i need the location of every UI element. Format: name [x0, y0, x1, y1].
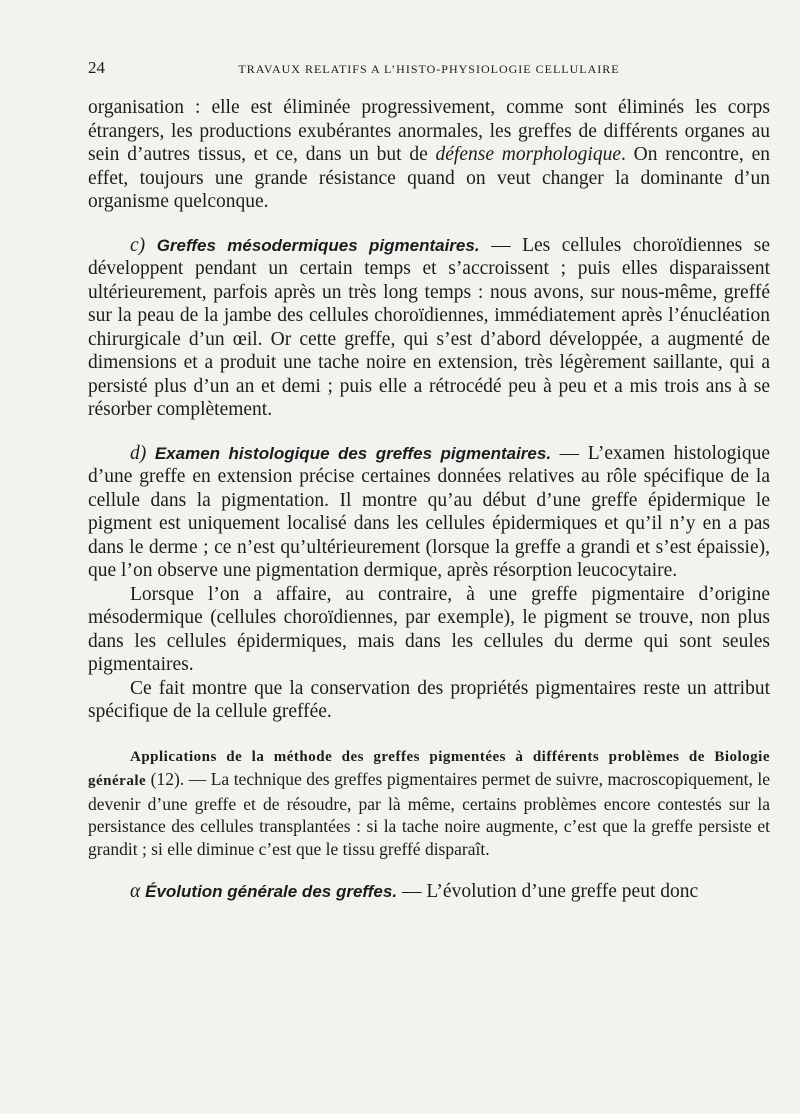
section-alpha: [88, 880, 770, 904]
section-alpha-heading: Évolution générale des greffes.: [145, 882, 398, 901]
section-c-text: — Les cellules choroïdiennes se développent pendant un certain temps et s’accroissent ; puis elles disparaissent ultérieurement, parfois après un très long temps : nous avons, sur nous-même, greffé sur la peau de la jambe des cellules choroïdiennes, immédiatement après l’énucléation chirurgicale d’un œil. Or cette greffe, qui s’est d’abord développée, a augmenté de dimensions et a produit une tache noire en extension, très légèrement saillante, qui a persisté plus d’un an et demi ; puis elle a rétrocédé peu à peu et a mis trois ans à se résorber complètement.: [88, 234, 771, 420]
intro-emphasis: défense morphologique: [435, 144, 621, 165]
section-alpha-label: α: [130, 881, 141, 902]
applications-section: [88, 744, 770, 861]
applications-text: — La technique des greffes pigmentaires permet de suivre, macroscopiquement, le devenir d’une greffe et de résoudre, par là même, certains problèmes encore contestés sur la persistance des cellules transplantées : si la tache noire augmente, c’est que la greffe persiste et grandit ; si elle diminue c’est que le tissu greffé disparaît.: [88, 769, 770, 859]
section-c-heading: Greffes mésodermiques pigmentaires.: [156, 235, 480, 255]
page-number: 24: [88, 58, 105, 77]
section-c: [88, 234, 770, 422]
section-alpha-text: — L’évolution d’une greffe peut donc: [397, 881, 699, 902]
section-d-text: — L’examen histologique d’une greffe en extension précise certaines données relatives au rôle spécifique de la cellule dans la pigmentation. Il montre qu’au début d’une greffe épidermique le pigment est uniquement localisé dans les cellules épidermiques et qu’il n’y en a pas dans le derme ; ce n’est qu’ultérieurement (lorsque la greffe a grandi et s’est épaissie), que l’on observe une pigmentation dermique, après résorption leucocytaire.: [88, 442, 770, 581]
section-d-label: d): [130, 442, 147, 464]
section-d-paragraph-3: Ce fait montre que la conservation des propriétés pigmentaires reste un attribut spécifique de la cellule greffée.: [88, 677, 770, 722]
page-header: [88, 58, 770, 82]
section-d: [88, 442, 770, 583]
intro-text-b: . On rencontre, en effet, toujours une grande résistance quand on veut changer la dominante d’un organisme quelconque.: [88, 144, 771, 212]
section-d-paragraph-2: Lorsque l’on a affaire, au contraire, à une greffe pigmentaire d’origine mésodermique (cellules choroïdiennes, par exemple), le pigment se trouve, non plus dans les cellules épidermiques, mais dans les cellules du derme qui sont seules pigmentaires.: [88, 583, 770, 675]
document-page: [88, 58, 770, 904]
intro-text-a: organisation : elle est éliminée progressivement, comme sont éliminés les corps étrangers, les productions exubérantes anormales, les greffes de différents organes au sein d’autres tissus, et ce, dans un but de: [88, 97, 770, 165]
applications-ref: (12).: [146, 769, 185, 789]
paragraph-intro: [88, 96, 770, 214]
running-head: TRAVAUX RELATIFS A L’HISTO-PHYSIOLOGIE CELLULAIRE: [238, 62, 620, 76]
applications-heading: Applications de la méthode des greffes pigmentées à différents problèmes de Biologie générale: [88, 748, 770, 789]
section-d-heading: Examen histologique des greffes pigmentaires.: [154, 443, 552, 463]
section-c-label: c): [130, 234, 146, 256]
